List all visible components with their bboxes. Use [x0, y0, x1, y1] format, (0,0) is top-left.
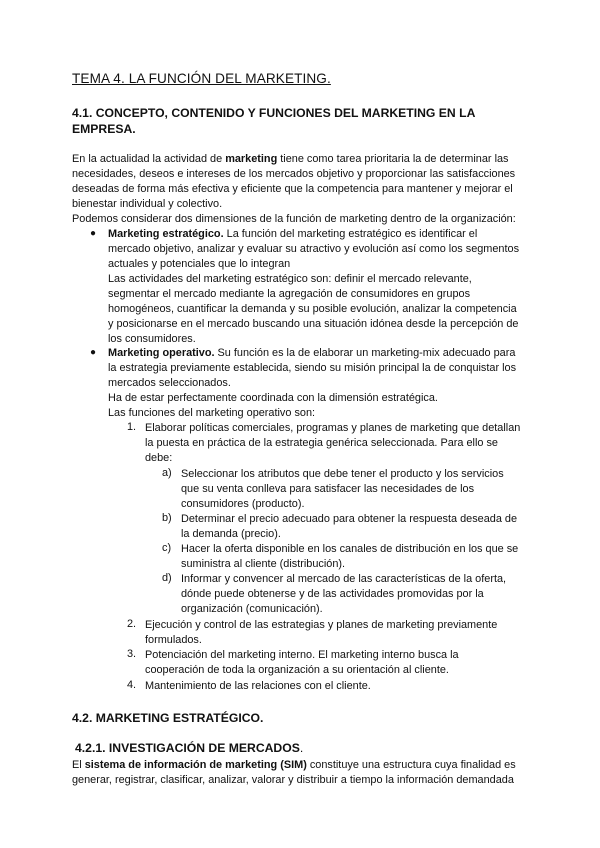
lettered-item-line: Determinar el precio adecuado para obtener la respuesta deseada de [181, 513, 518, 525]
lettered-item-line: dónde puede obtenerse y de las actividades promovidas por la [181, 588, 484, 600]
lettered-item-line: organización (comunicación). [181, 603, 323, 615]
numbered-item-line: Elaborar políticas comerciales, programas y planes de marketing que detallan [145, 422, 521, 434]
numbered-item-line: formulados. [145, 634, 202, 646]
lettered-item-line: Hacer la oferta disponible en los canales de distribución en los que se [181, 543, 519, 555]
bullet-marker: ● [90, 228, 97, 239]
list-letter: d) [162, 572, 172, 584]
list-number: 3. [127, 648, 137, 660]
list-letter: b) [162, 512, 172, 524]
intro-line: deseadas de forma más efectiva y eficiente que la competencia para mantener y mejorar el [72, 183, 513, 195]
intro-line: En la actualidad la actividad de marketing tiene como tarea prioritaria la de determinar las [72, 153, 509, 165]
lettered-item-line: la demanda (precio). [181, 528, 281, 540]
subsection-heading-4-2-1: 4.2.1. INVESTIGACIÓN DE MERCADOS. [75, 741, 304, 755]
list-number: 1. [127, 421, 137, 433]
list-number: 2. [127, 618, 137, 630]
section-heading-4-2: 4.2. MARKETING ESTRATÉGICO. [72, 711, 264, 725]
intro-line: bienestar individual y colectivo. [72, 198, 223, 210]
bullet-estrategico-line: actuales y potenciales que lo integran [108, 258, 291, 270]
intro-line: necesidades, deseos e intereses de los mercados objetivo y proporcionar las satisfacciones [72, 168, 516, 180]
numbered-item-line: Ejecución y control de las estrategias y planes de marketing previamente [145, 619, 498, 631]
lettered-item-line: que su venta conlleva para satisfacer las necesidades de los [181, 483, 475, 495]
bullet-operativo-line: Las funciones del marketing operativo son: [108, 407, 316, 419]
list-letter: c) [162, 542, 172, 554]
bullet-operativo-line: mercados seleccionados. [108, 377, 231, 389]
numbered-item-line: Potenciación del marketing interno. El marketing interno busca la [145, 649, 459, 661]
bullet-estrategico-line: mercado objetivo, analizar y evaluar su atractivo y evolución así como los segmentos [108, 243, 520, 255]
numbered-item-line: cooperación de toda la organización a su orientación al cliente. [145, 664, 449, 676]
list-number: 4. [127, 679, 137, 691]
lettered-item-line: Seleccionar los atributos que debe tener el producto y los servicios [181, 468, 504, 480]
paragraph-line: generar, registrar, clasificar, analizar, valorar y distribuir a tiempo la información demandada [72, 774, 514, 786]
lettered-item-line: Informar y convencer al mercado de las características de la oferta, [181, 573, 507, 585]
numbered-item-line: la puesta en práctica de la estrategia genérica seleccionada. Para ello se [145, 437, 498, 449]
bullet-operativo-line: la estrategia previamente establecida, siendo su misión principal la de conquistar los [108, 362, 517, 374]
intro-line: Podemos considerar dos dimensiones de la función de marketing dentro de la organización: [72, 213, 516, 225]
bullet-estrategico-line: homogéneos, cuantificar la demanda y su posible evolución, analizar la competencia [108, 303, 517, 315]
numbered-item-line: Mantenimiento de las relaciones con el cliente. [145, 680, 371, 692]
section-heading-4-1-cont: EMPRESA. [72, 122, 136, 136]
bullet-estrategico-line: Las actividades del marketing estratégico son: definir el mercado relevante, [108, 273, 472, 285]
page-title: TEMA 4. LA FUNCIÓN DEL MARKETING. [72, 71, 331, 86]
bullet-operativo-line: Ha de estar perfectamente coordinada con la dimensión estratégica. [108, 392, 438, 404]
bullet-estrategico-line: segmentar el mercado mediante la agregación de consumidores en grupos [108, 288, 471, 300]
lettered-item-line: consumidores (producto). [181, 498, 305, 510]
bullet-operativo-line: Marketing operativo. Su función es la de elaborar un marketing-mix adecuado para [108, 347, 516, 359]
section-heading-4-1: 4.1. CONCEPTO, CONTENIDO Y FUNCIONES DEL MARKETING EN LA [72, 106, 476, 120]
list-letter: a) [162, 467, 172, 479]
paragraph-line: El sistema de información de marketing (SIM) constituye una estructura cuya finalidad es [72, 759, 516, 771]
numbered-item-line: debe: [145, 452, 173, 464]
lettered-item-line: suministra al cliente (distribución). [181, 558, 346, 570]
bullet-estrategico-line: y posicionarse en el mercado buscando una situación idónea desde la percepción de [108, 318, 519, 330]
bullet-estrategico-line: Marketing estratégico. La función del marketing estratégico es identificar el [108, 228, 478, 240]
bullet-marker: ● [90, 347, 97, 358]
bullet-estrategico-line: los consumidores. [108, 333, 196, 345]
